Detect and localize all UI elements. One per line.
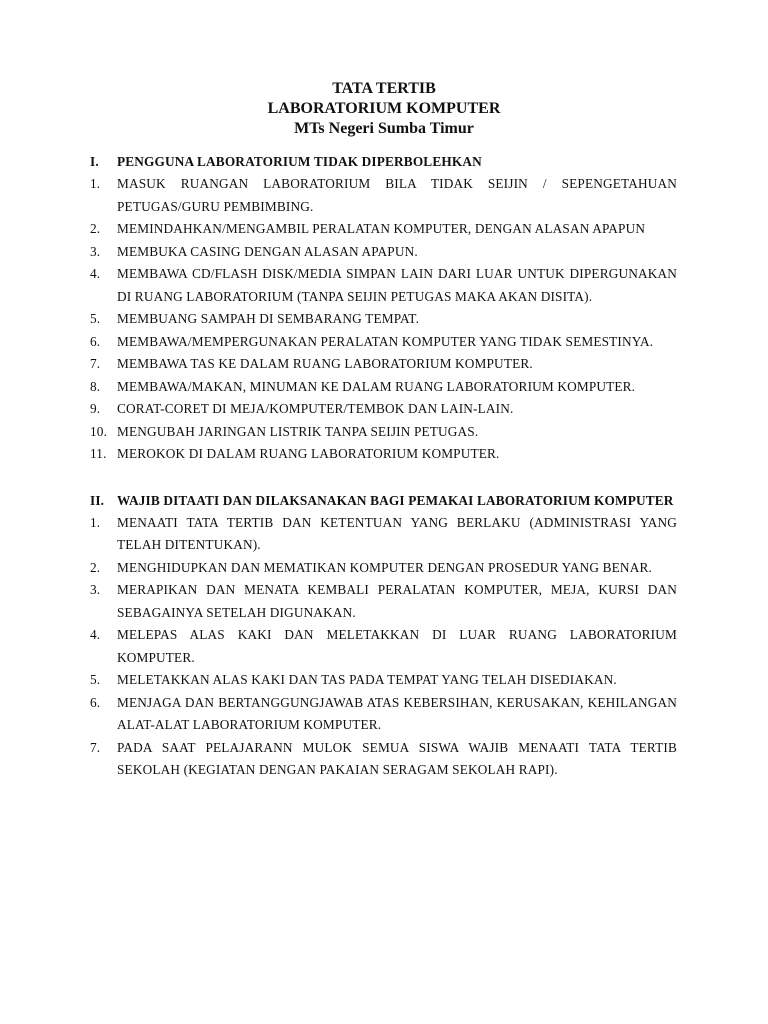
section-1-list bbox=[90, 173, 677, 466]
item-text: PADA SAAT PELAJARANN MULOK SEMUA SISWA WAJIB MENAATI TATA TERTIB SEKOLAH (KEGIATAN DENGAN PAKAIAN SERAGAM SEKOLAH RAPI). bbox=[117, 739, 677, 777]
item-text: MEMBUANG SAMPAH DI SEMBARANG TEMPAT. bbox=[117, 311, 420, 326]
item-text: MEMBAWA/MAKAN, MINUMAN KE DALAM RUANG LABORATORIUM KOMPUTER. bbox=[117, 378, 636, 394]
list-item bbox=[90, 173, 677, 218]
item-number: 8. bbox=[90, 378, 101, 394]
item-number: 1. bbox=[90, 176, 101, 191]
section-2-number: II. bbox=[90, 492, 105, 508]
item-text: MERAPIKAN DAN MENATA KEMBALI PERALATAN KOMPUTER, MEJA, KURSI DAN SEBAGAINYA SETELAH DIGUNAKAN. bbox=[117, 582, 677, 620]
list-item bbox=[90, 669, 677, 692]
document-header bbox=[0, 79, 768, 139]
item-number: 7. bbox=[90, 739, 101, 755]
item-number: 1. bbox=[90, 514, 101, 530]
item-number: 6. bbox=[90, 694, 101, 710]
item-text: MENJAGA DAN BERTANGGUNGJAWAB ATAS KEBERSIHAN, KERUSAKAN, KEHILANGAN ALAT-ALAT LABORATORIUM KOMPUTER. bbox=[117, 694, 677, 732]
list-item bbox=[90, 331, 677, 354]
list-item bbox=[90, 398, 677, 421]
item-text: MELETAKKAN ALAS KAKI DAN TAS PADA TEMPAT YANG TELAH DISEDIAKAN. bbox=[117, 672, 617, 687]
item-number: 2. bbox=[90, 559, 101, 575]
section-1-title: PENGGUNA LABORATORIUM TIDAK DIPERBOLEHKAN bbox=[117, 154, 482, 169]
section-1-heading bbox=[90, 150, 677, 173]
list-item bbox=[90, 218, 677, 241]
item-number: 4. bbox=[90, 266, 101, 281]
item-number: 7. bbox=[90, 356, 101, 371]
item-number: 3. bbox=[90, 243, 101, 259]
item-number: 3. bbox=[90, 582, 101, 597]
list-item bbox=[90, 624, 677, 669]
list-item bbox=[90, 421, 677, 444]
item-text: CORAT-CORET DI MEJA/KOMPUTER/TEMBOK DAN LAIN-LAIN. bbox=[117, 401, 514, 416]
section-2-title: WAJIB DITAATI DAN DILAKSANAKAN BAGI PEMAKAI LABORATORIUM KOMPUTER bbox=[117, 492, 674, 508]
item-number: 9. bbox=[90, 401, 101, 416]
item-text: MELEPAS ALAS KAKI DAN MELETAKKAN DI LUAR RUANG LABORATORIUM KOMPUTER. bbox=[117, 627, 677, 665]
item-number: 4. bbox=[90, 627, 101, 642]
list-item bbox=[90, 353, 677, 376]
section-spacer bbox=[90, 466, 677, 489]
list-item bbox=[90, 692, 677, 737]
list-item bbox=[90, 737, 677, 782]
section-2-heading bbox=[90, 489, 677, 512]
title-line-2: LABORATORIUM KOMPUTER bbox=[267, 100, 501, 117]
item-number: 11. bbox=[90, 446, 107, 461]
section-2 bbox=[90, 489, 677, 782]
list-item bbox=[90, 579, 677, 624]
item-text: MEMINDAHKAN/MENGAMBIL PERALATAN KOMPUTER, DENGAN ALASAN APAPUN bbox=[117, 221, 646, 236]
item-text: MEMBUKA CASING DENGAN ALASAN APAPUN. bbox=[117, 243, 418, 259]
item-text: MENGUBAH JARINGAN LISTRIK TANPA SEIJIN PETUGAS. bbox=[117, 423, 479, 439]
item-number: 5. bbox=[90, 311, 101, 326]
document-body bbox=[90, 150, 677, 782]
section-1 bbox=[90, 150, 677, 466]
list-item bbox=[90, 376, 677, 399]
item-text: MASUK RUANGAN LABORATORIUM BILA TIDAK SEIJIN / SEPENGETAHUAN PETUGAS/GURU PEMBIMBING. bbox=[117, 176, 677, 214]
list-item bbox=[90, 263, 677, 308]
list-item bbox=[90, 308, 677, 331]
list-item bbox=[90, 557, 677, 580]
list-item bbox=[90, 443, 677, 466]
title-line-1: TATA TERTIB bbox=[332, 80, 436, 97]
item-text: MEMBAWA TAS KE DALAM RUANG LABORATORIUM KOMPUTER. bbox=[117, 356, 533, 371]
item-number: 5. bbox=[90, 672, 101, 687]
item-text: MENGHIDUPKAN DAN MEMATIKAN KOMPUTER DENGAN PROSEDUR YANG BENAR. bbox=[117, 559, 652, 575]
list-item bbox=[90, 512, 677, 557]
section-2-list bbox=[90, 512, 677, 782]
item-text: MENAATI TATA TERTIB DAN KETENTUAN YANG BERLAKU (ADMINISTRASI YANG TELAH DITENTUKAN). bbox=[117, 514, 677, 552]
title-line-3: MTs Negeri Sumba Timur bbox=[294, 120, 474, 137]
item-text: MEMBAWA CD/FLASH DISK/MEDIA SIMPAN LAIN DARI LUAR UNTUK DIPERGUNAKAN DI RUANG LABORATORIUM (TANPA SEIJIN PETUGAS MAKA AKAN DISITA). bbox=[117, 266, 677, 304]
item-text: MEROKOK DI DALAM RUANG LABORATORIUM KOMPUTER. bbox=[117, 446, 500, 461]
list-item bbox=[90, 241, 677, 264]
item-number: 10. bbox=[90, 423, 108, 439]
section-1-number: I. bbox=[90, 154, 99, 169]
item-text: MEMBAWA/MEMPERGUNAKAN PERALATAN KOMPUTER YANG TIDAK SEMESTINYA. bbox=[117, 333, 654, 349]
item-number: 6. bbox=[90, 333, 101, 349]
item-number: 2. bbox=[90, 221, 101, 236]
